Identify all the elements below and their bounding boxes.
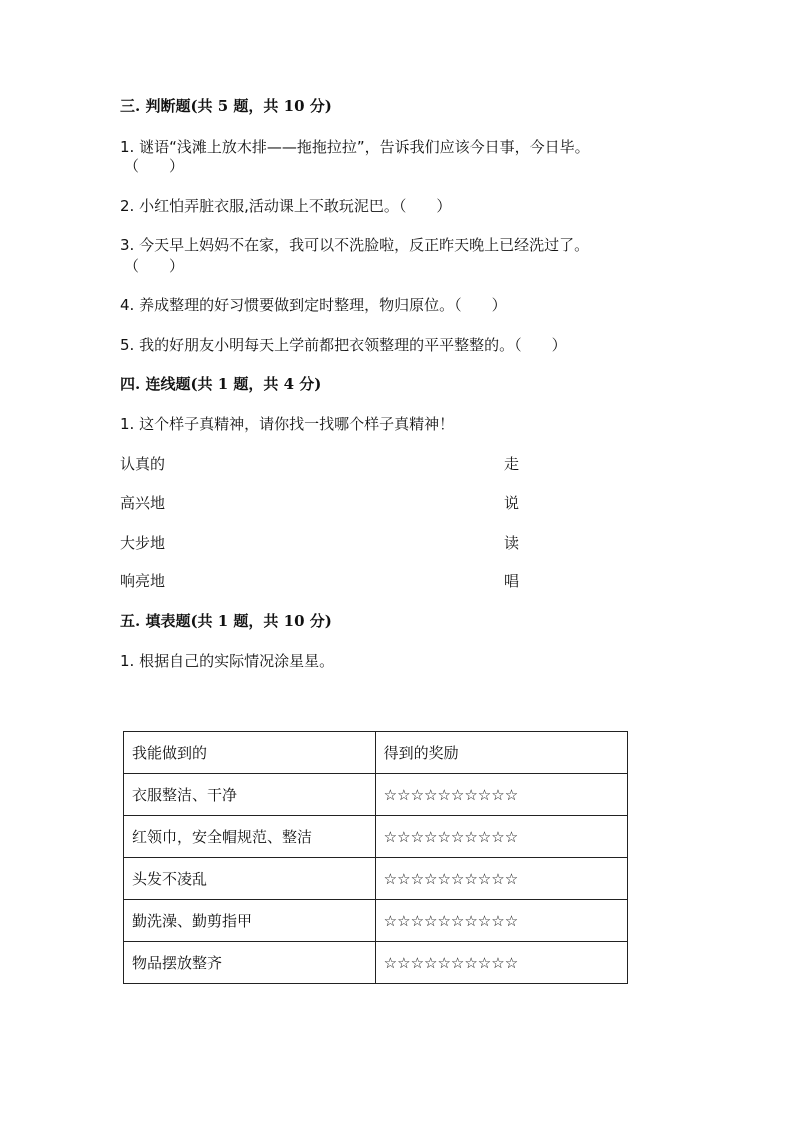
table-row	[124, 774, 628, 816]
section-4-heading: 四. 连线题(共 1 题，共 4 分)	[120, 375, 322, 393]
judge-question-5: 5. 我的好朋友小明每天上学前都把衣领整理的平平整整的。（ ）	[120, 336, 567, 354]
matching-right-item[interactable]: 读	[504, 534, 520, 552]
matching-left-item[interactable]: 高兴地	[120, 494, 166, 512]
judge-question-4: 4. 养成整理的好习惯要做到定时整理，物归原位。（ ）	[120, 296, 507, 314]
table-row	[124, 858, 628, 900]
table-row	[124, 900, 628, 942]
section-5-heading: 五. 填表题(共 1 题，共 10 分)	[120, 612, 332, 630]
behavior-cell: 勤洗澡、勤剪指甲	[124, 900, 376, 942]
table-question-1: 1. 根据自己的实际情况涂星星。	[120, 652, 335, 670]
matching-left-item[interactable]: 大步地	[120, 534, 166, 552]
behavior-cell: 头发不凌乱	[124, 858, 376, 900]
table-header-row	[124, 732, 628, 774]
section-3-heading: 三. 判断题(共 5 题，共 10 分)	[120, 97, 332, 115]
matching-right-item[interactable]: 唱	[504, 572, 520, 590]
behavior-cell: 红领巾，安全帽规范、整洁	[124, 816, 376, 858]
judge-question-1-answer-blank[interactable]: （ ）	[124, 157, 185, 175]
table-row	[124, 942, 628, 984]
star-rating-cell[interactable]: ☆☆☆☆☆☆☆☆☆☆	[375, 900, 627, 942]
table-row	[124, 816, 628, 858]
judge-question-1: 1. 谜语“浅滩上放木排——拖拖拉拉”，告诉我们应该今日事，今日毕。	[120, 138, 590, 156]
matching-right-item[interactable]: 走	[504, 455, 520, 473]
matching-left-item[interactable]: 认真的	[120, 455, 166, 473]
star-rating-cell[interactable]: ☆☆☆☆☆☆☆☆☆☆	[375, 816, 627, 858]
judge-question-2: 2. 小红怕弄脏衣服,活动课上不敢玩泥巴。（ ）	[120, 197, 452, 215]
judge-question-3-answer-blank[interactable]: （ ）	[124, 257, 185, 275]
behavior-cell: 物品摆放整齐	[124, 942, 376, 984]
star-rating-cell[interactable]: ☆☆☆☆☆☆☆☆☆☆	[375, 858, 627, 900]
behavior-cell: 衣服整洁、干净	[124, 774, 376, 816]
star-rating-cell[interactable]: ☆☆☆☆☆☆☆☆☆☆	[375, 942, 627, 984]
star-rating-table	[123, 731, 628, 984]
table-header-cell: 得到的奖励	[375, 732, 627, 774]
matching-question-1: 1. 这个样子真精神，请你找一找哪个样子真精神！	[120, 415, 455, 433]
table-header-cell: 我能做到的	[124, 732, 376, 774]
matching-right-item[interactable]: 说	[504, 494, 520, 512]
matching-left-item[interactable]: 响亮地	[120, 572, 166, 590]
judge-question-3: 3. 今天早上妈妈不在家，我可以不洗脸啦，反正昨天晚上已经洗过了。	[120, 236, 590, 254]
star-rating-cell[interactable]: ☆☆☆☆☆☆☆☆☆☆	[375, 774, 627, 816]
